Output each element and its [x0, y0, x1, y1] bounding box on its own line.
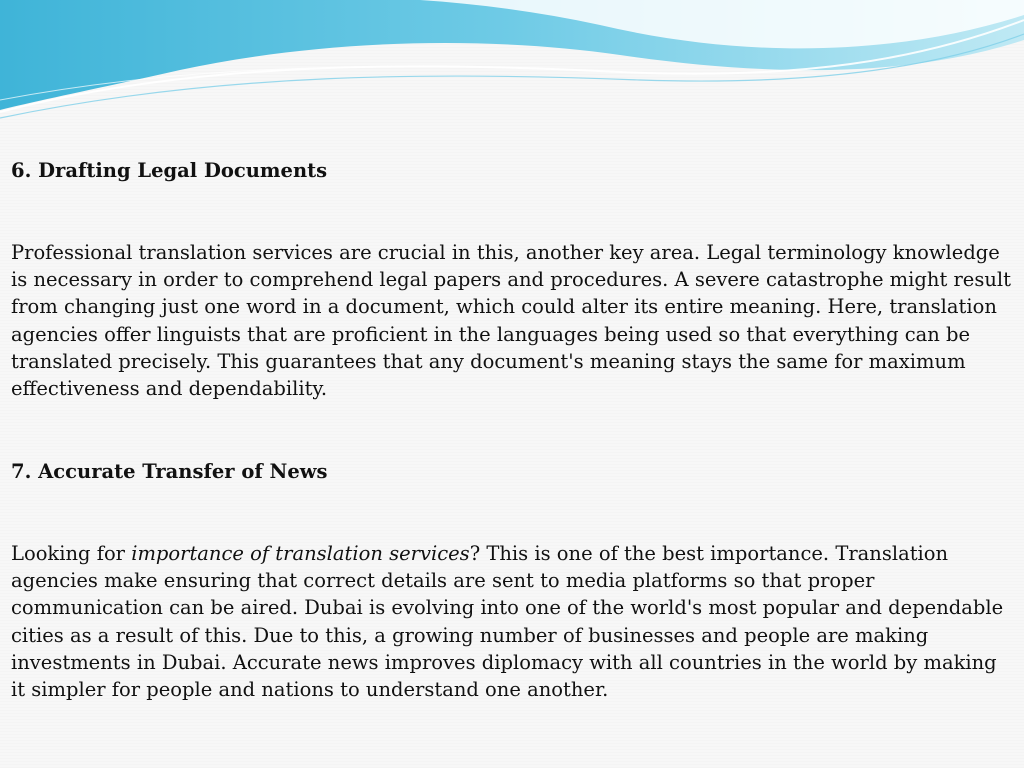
- section-heading-7: 7. Accurate Transfer of News: [11, 460, 328, 483]
- header-wave-decoration: [0, 0, 1024, 130]
- paragraph-prefix: Looking for: [11, 542, 132, 565]
- section-paragraph-6: Professional translation services are crucial in this, another key area. Legal terminology knowledge is necessary in order to comprehend legal papers and procedures. A severe catastrophe might result from changing just one word in a document, which could alter its entire meaning. Here, translation agencies offer linguists that are proficient in the languages being used so that everything can be translated precisely. This guarantees that any document's meaning stays the same for maximum effectiveness and dependability.: [11, 241, 1011, 401]
- emphasized-phrase: importance of translation services: [131, 542, 470, 565]
- section-heading-6: 6. Drafting Legal Documents: [11, 159, 328, 182]
- section-paragraph-7: [11, 540, 1015, 703]
- paragraph-rest: ? This is one of the best importance. Translation agencies make ensuring that correct details are sent to media platforms so that proper communication can be aired. Dubai is evolving into one of the world's most popular and dependable cities as a result of this. Due to this, a growing number of businesses and people are making investments in Dubai. Accurate news improves diplomacy with all countries in the world by making it simpler for people and nations to understand one another.: [11, 542, 1004, 702]
